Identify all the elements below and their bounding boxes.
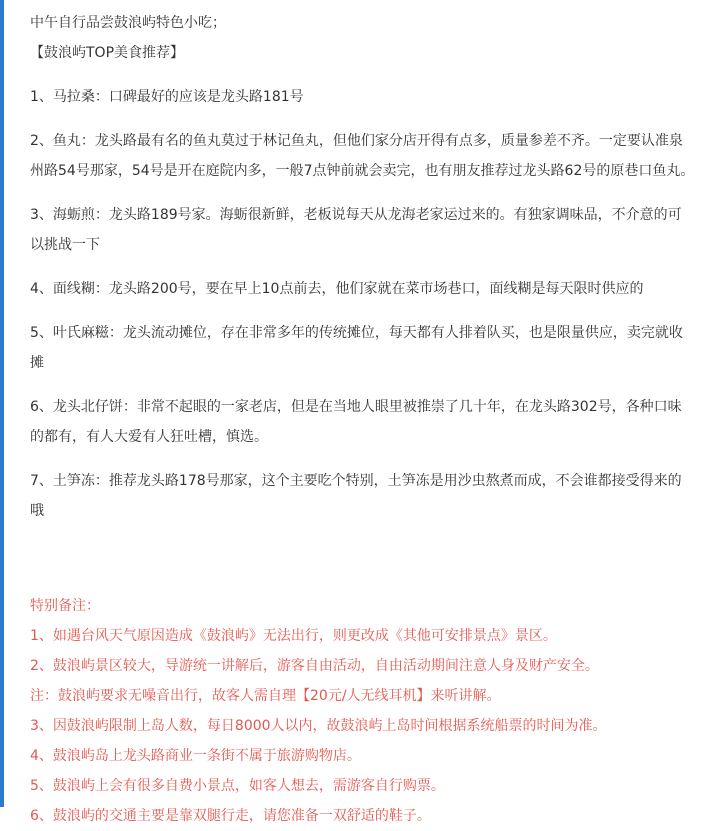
notes-item-6: 6、鼓浪屿的交通主要是靠双腿行走，请您准备一双舒适的鞋子。 [30, 808, 431, 824]
food-item-7: 7、土笋冻：推荐龙头路178号那家，这个主要吃个特别，土笋冻是用沙虫熬煮而成，不会谁都接受得来的哦 [30, 473, 682, 519]
food-item-1: 1、马拉桑：口碑最好的应该是龙头路181号 [30, 89, 304, 105]
food-item-2: 2、鱼丸：龙头路最有名的鱼丸莫过于林记鱼丸，但他们家分店开得有点多，质量参差不齐。一定要认准泉州路54号那家，54号是开在庭院内多，一般7点钟前就会卖完，也有朋友推荐过龙头路62号的原巷口鱼丸。 [30, 133, 695, 179]
food-item-4: 4、面线糊：龙头路200号，要在早上10点前去，他们家就在菜市场巷口，面线糊是每天限时供应的 [30, 281, 644, 297]
notes-item-3: 3、因鼓浪屿限制上岛人数，每日8000人以内，故鼓浪屿上岛时间根据系统船票的时间为准。 [30, 718, 607, 734]
notes-item-note: 注：鼓浪屿要求无噪音出行，故客人需自理【20元/人无线耳机】来听讲解。 [30, 688, 501, 704]
food-item-6: 6、龙头北仔饼：非常不起眼的一家老店，但是在当地人眼里被推崇了几十年，在龙头路302号，各种口味的都有，有人大爱有人狂吐槽，慎选。 [30, 399, 682, 445]
notes-item-1: 1、如遇台风天气原因造成《鼓浪屿》无法出行，则更改成《其他可安排景点》景区。 [30, 628, 557, 644]
section-spacer [30, 540, 695, 591]
notes-item-5: 5、鼓浪屿上会有很多自费小景点，如客人想去，需游客自行购票。 [30, 778, 445, 794]
left-border [0, 0, 4, 807]
food-item-3: 3、海蛎煎：龙头路189号家。海蛎很新鲜，老板说每天从龙海老家运过来的。有独家调味品，不介意的可以挑战一下 [30, 207, 682, 253]
notes-item-4: 4、鼓浪屿岛上龙头路商业一条街不属于旅游购物店。 [30, 748, 361, 764]
notes-title: 特别备注： [30, 598, 100, 614]
food-item-5: 5、叶氏麻糍：龙头流动摊位，存在非常多年的传统摊位，每天都有人排着队买，也是限量供应，卖完就收摊 [30, 325, 683, 371]
recommend-title: 【鼓浪屿TOP美食推荐】 [30, 45, 185, 61]
article-content [30, 0, 695, 831]
intro-text: 中午自行品尝鼓浪屿特色小吃； [30, 15, 226, 31]
notes-item-2: 2、鼓浪屿景区较大，导游统一讲解后，游客自由活动，自由活动期间注意人身及财产安全。 [30, 658, 599, 674]
